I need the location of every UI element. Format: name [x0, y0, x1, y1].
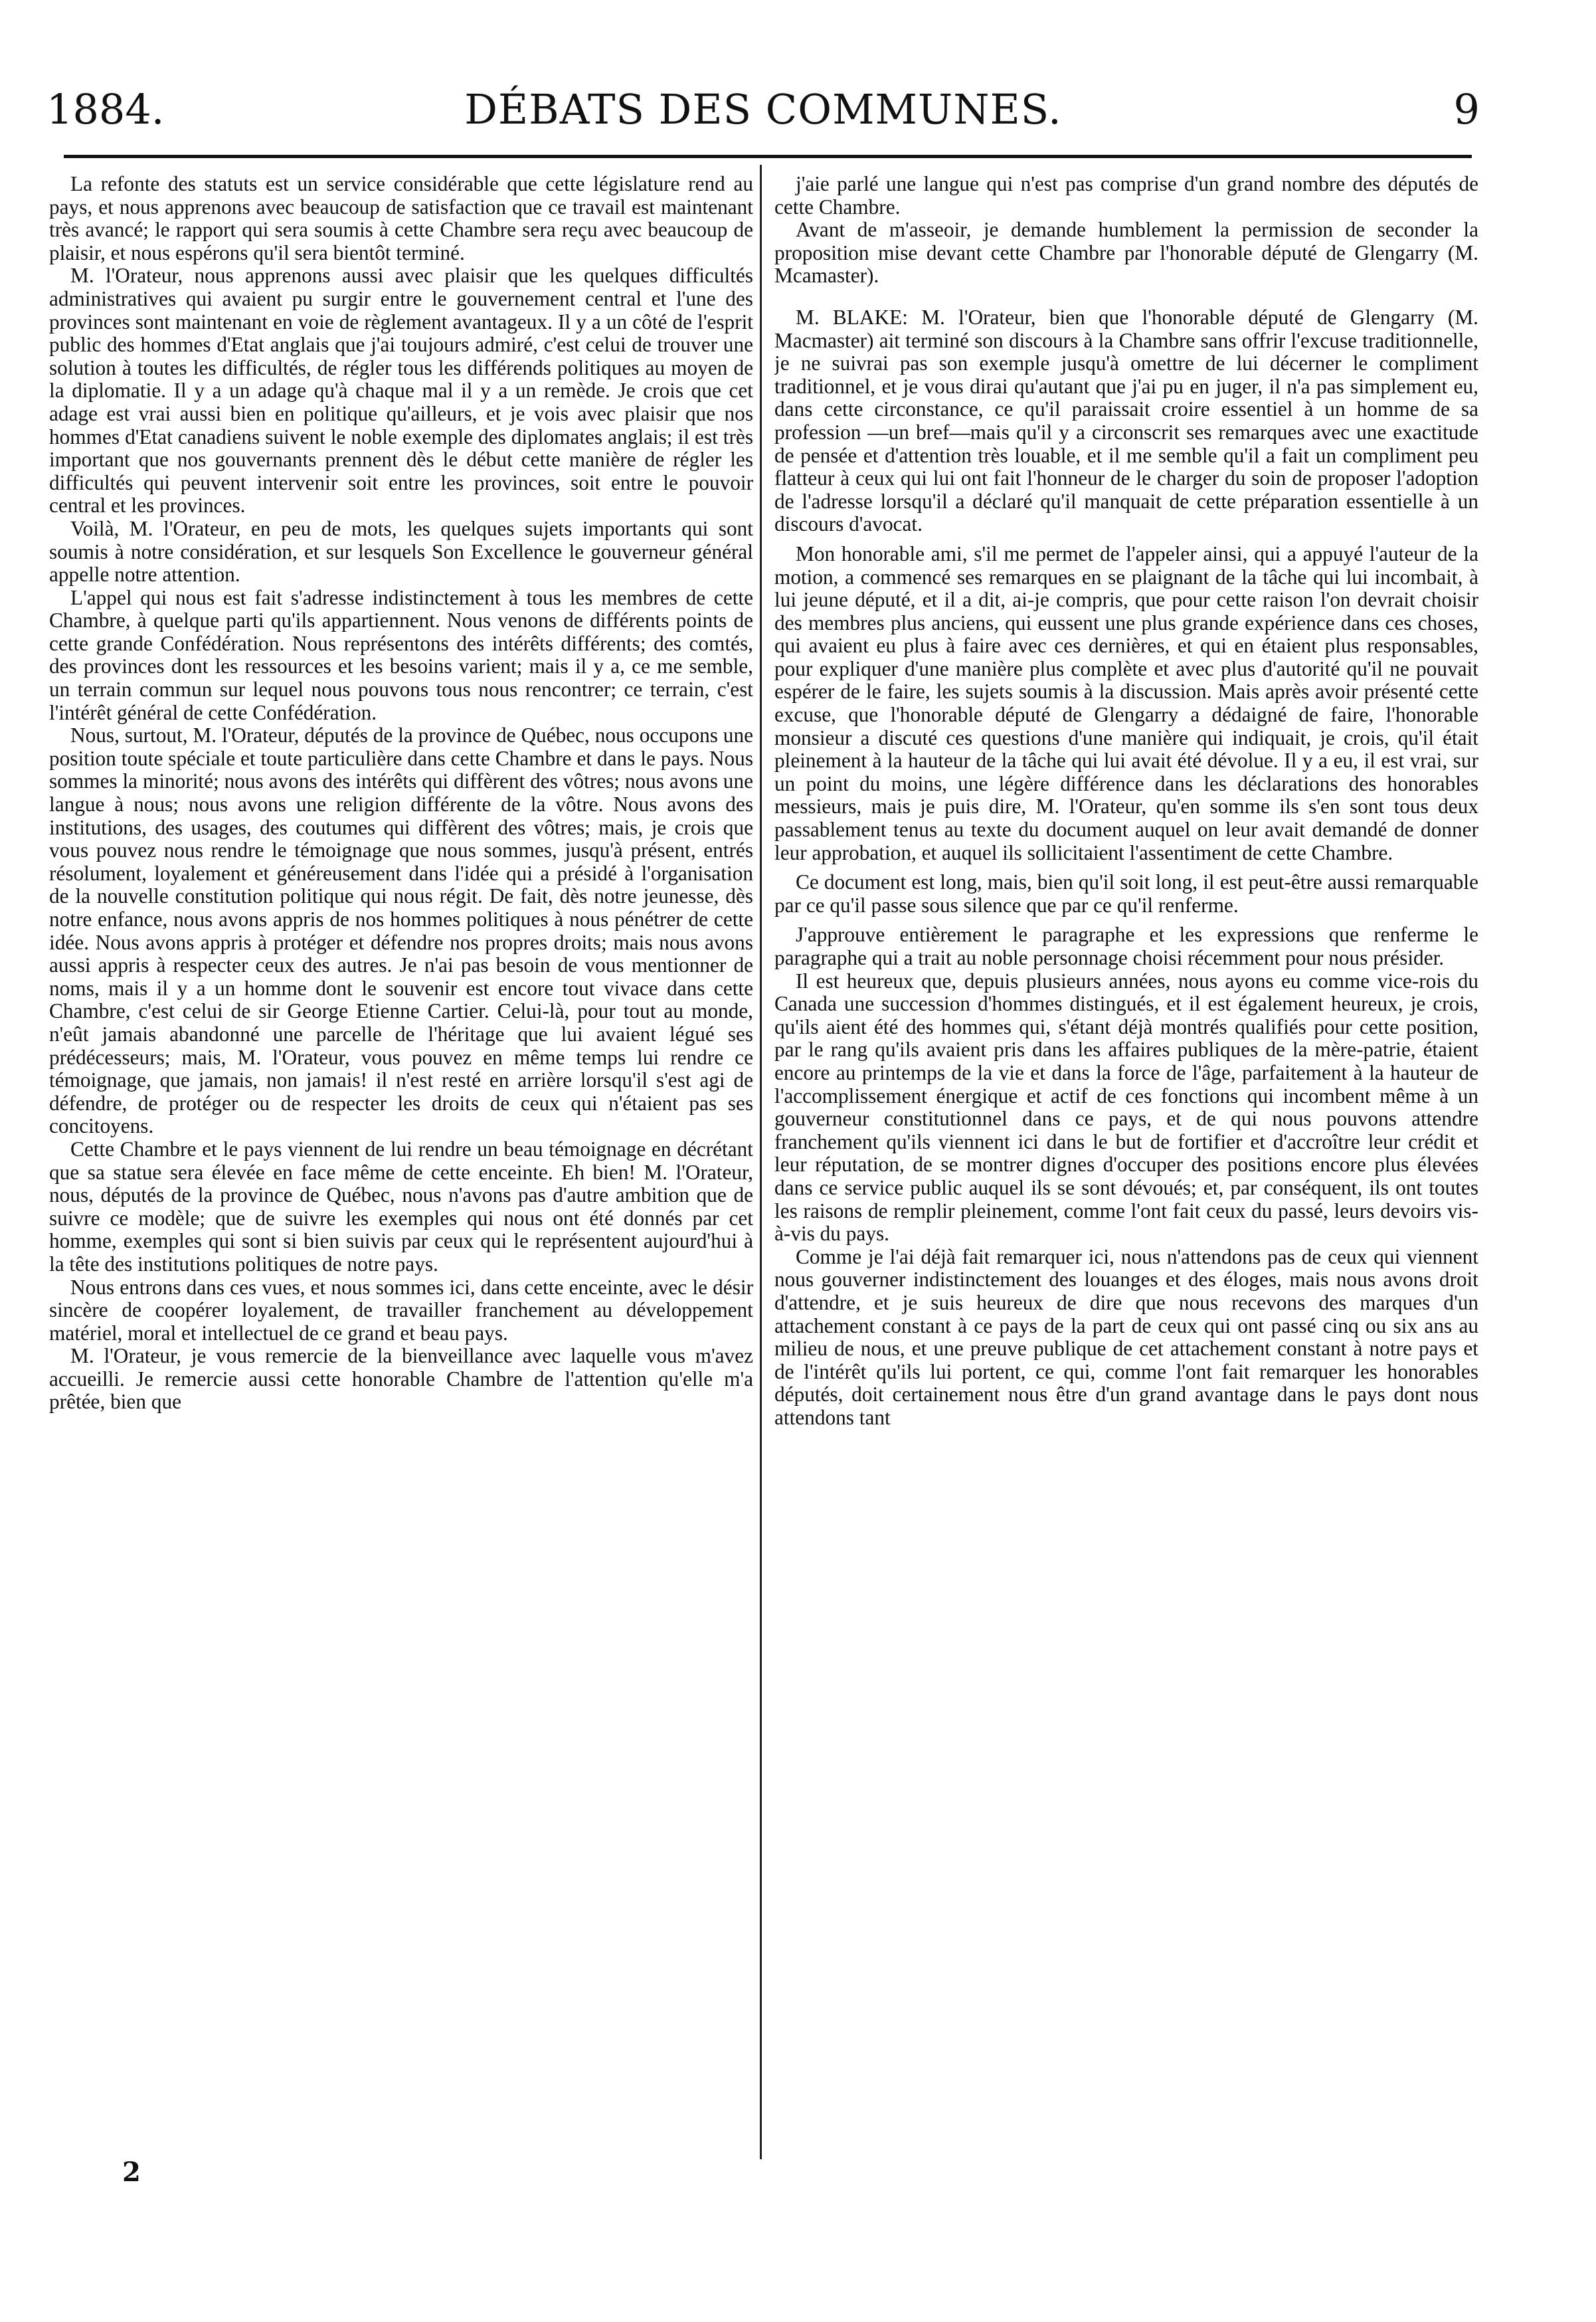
column-divider: [760, 165, 762, 2159]
paragraph: Comme je l'ai déjà fait remarquer ici, nous n'attendons pas de ceux qui viennent nous gouverner indistinctement des louanges et des éloges, mais nous avons droit d'attendre, et je suis heureux de dire que nous recevons des marques d'un attachement constant à ce pays de la part de ceux qui ont passé cinq ou six ans au milieu de nous, et une preuve publique de cet attachement constant à notre pays et de l'intérêt qu'ils lui portent, ce qui, comme l'ont fait remarquer les honorables députés, doit certainement nous être d'un grand avantage dans le pays dont nous attendons tant: [774, 1244, 1478, 1429]
paragraph: Voilà, M. l'Orateur, en peu de mots, les quelques sujets importants qui sont soumis à notre considération, et sur lesquels Son Excellence le gouverneur général appelle notre attention.: [49, 516, 753, 587]
header-page-number: 9: [1453, 85, 1480, 134]
paragraph: M. l'Orateur, je vous remercie de la bienveillance avec laquelle vous m'avez accueilli. Je remercie aussi cette honorable Chambre de l'attention qu'elle m'a prêtée, bien que: [49, 1344, 753, 1414]
paragraph: Nous entrons dans ces vues, et nous sommes ici, dans cette enceinte, avec le désir sincère de coopérer loyalement, de travailler franchement au développement matériel, moral et intellectuel de ce grand et beau pays.: [49, 1275, 753, 1345]
paragraph: Cette Chambre et le pays viennent de lui rendre un beau témoignage en décrétant que sa statue sera élevée en face même de cette enceinte. Eh bien! M. l'Orateur, nous, députés de la province de Québec, nous n'avons pas d'autre ambition que de suivre ce modèle; que de suivre les exemples qui nous ont été donnés par cet homme, exemples qui sont si bien suivis par ceux qui le représentent aujourd'hui à la tête des institutions politiques de notre pays.: [49, 1137, 753, 1276]
paragraph: Il est heureux que, depuis plusieurs années, nous ayons eu comme vice-rois du Canada une succession d'hommes distingués, et il est également heureux, je crois, qu'ils aient été des hommes qui, s'étant déjà montrés qualifiés pour cette position, par le rang qu'ils avaient pris dans les affaires publiques de la mère-patrie, étaient encore au printemps de la vie et dans la force de l'âge, parfaitement à la hauteur de l'accomplissement énergique et actif de ces fonctions qui incombent même à un gouverneur constitutionnel dans ce pays, et de qui nous pouvons attendre franchement qu'ils viennent ici dans le but de fortifier et d'accroître leur crédit et leur réputation, de se montrer dignes d'occuper des positions encore plus élevées dans ce service public auquel ils se sont dévoués; et, par conséquent, ils ont toutes les raisons de remplir pleinement, comme l'ont fait ceux du passé, leurs devoirs vis-à-vis du pays.: [774, 969, 1478, 1246]
paragraph: M. l'Orateur, nous apprenons aussi avec plaisir que les quelques difficultés administratives qui avaient pu surgir entre le gouvernement central et l'une des provinces sont maintenant en voie de règlement avantageux. Il y a un côté de l'esprit public des hommes d'Etat anglais que j'ai toujours admiré, c'est celui de trouver une solution à toutes les difficultés, de régler tous les différends politiques au moyen de la diplomatie. Il y a un adage qu'à chaque mal il y a un remède. Je crois que cet adage est vrai aussi bien en politique qu'ailleurs, et je vois avec plaisir que nos hommes d'Etat canadiens suivent le noble exemple des diplomates anglais; il est très important que nos gouvernants prennent dès le début cette manière de régler les difficultés qui peuvent intervenir soit entre les provinces, soit entre le pouvoir central et les provinces.: [49, 264, 753, 518]
paragraph: J'approuve entièrement le paragraphe et les expressions que renferme le paragraphe qui a trait au noble personnage choisi récemment pour nous présider.: [774, 923, 1478, 969]
paragraph: L'appel qui nous est fait s'adresse indistinctement à tous les membres de cette Chambre, à quelque parti qu'ils appartiennent. Nous venons de différents points de cette grande Confédération. Nous représentons des intérêts différents; des comtés, des provinces dont les ressources et les besoins varient; mais il y a, ce me semble, un terrain commun sur lequel nous pouvons tous nous rencontrer; ce terrain, c'est l'intérêt général de cette Confédération.: [49, 585, 753, 724]
header-title: DÉBATS DES COMMUNES.: [464, 85, 1062, 134]
signature-mark: 2: [122, 2157, 141, 2188]
header-rule: [64, 155, 1472, 158]
paragraph: j'aie parlé une langue qui n'est pas comprise d'un grand nombre des députés de cette Chambre.: [774, 173, 1478, 219]
left-column: [49, 173, 753, 2159]
right-column: [774, 173, 1478, 2159]
paragraph: Avant de m'asseoir, je demande humblement la permission de seconder la proposition mise devant cette Chambre par l'honorable député de Glengarry (M. Mcamaster).: [774, 218, 1478, 288]
paragraph: Mon honorable ami, s'il me permet de l'appeler ainsi, qui a appuyé l'auteur de la motion, a commencé ses remarques en se plaignant de la tâche qui lui incombait, à lui jeune député, et il a dit, ai-je compris, que pour cette raison l'on devrait choisir des membres plus anciens, qui eussent une plus grande expérience dans ces choses, qui avaient eu plus à faire avec ces dernières, et qui en étaient plus responsables, pour expliquer d'une manière plus complète et avec plus d'autorité qu'il ne pouvait espérer de le faire, les sujets soumis à la discussion. Mais après avoir présenté cette excuse, que l'honorable député de Glengarry a dédaigné de faire, l'honorable monsieur a discuté ces questions d'une manière qui indiquait, je crois, qu'il était pleinement à la hauteur de la tâche qui lui avait été dévolue. Il y a eu, il est vrai, sur un point du moins, une légère différence dans les déclarations des honorables messieurs, mais je puis dire, M. l'Orateur, qu'en somme ils s'en sont tous deux passablement tenus au texte du document auquel on leur avait demandé de donner leur approbation, et auquel ils sollicitaient l'assentiment de cette Chambre.: [774, 541, 1478, 864]
header-year: 1884.: [46, 85, 165, 134]
page-header: [46, 85, 1480, 138]
paragraph: Ce document est long, mais, bien qu'il soit long, il est peut-être aussi remarquable par ce qu'il passe sous silence que par ce qu'il renferme.: [774, 870, 1478, 917]
speaker-paragraph: M. BLAKE: M. l'Orateur, bien que l'honorable député de Glengarry (M. Macmaster) ait terminé son discours à la Chambre sans offrir l'excuse traditionnelle, je ne suivrai pas son exemple jusqu'à omettre de lui décerner le compliment traditionnel, et je vous dirai qu'autant que j'ai pu en juger, il n'a pas simplement eu, dans cette circonstance, ce qu'il paraissait croire essentiel à un homme de sa profession —un bref—mais qu'il y a circonscrit ses remarques avec une exactitude de pensée et d'attention très louable, et il me semble qu'il a fait un compliment peu flatteur à ceux qui lui ont fait l'honneur de le charger du soin de proposer l'adoption de l'adresse lorsqu'il a déclaré qu'il manquait de cette préparation essentielle à un discours d'avocat.: [774, 305, 1478, 536]
paragraph: Nous, surtout, M. l'Orateur, députés de la province de Québec, nous occupons une position toute spéciale et toute particulière dans cette Chambre et dans le pays. Nous sommes la minorité; nous avons des intérêts qui diffèrent des vôtres; nous avons une langue à nous; nous avons une religion différente de la vôtre. Nous avons des institutions, des usages, des coutumes qui diffèrent des vôtres; mais, je crois que vous pouvez nous rendre le témoignage que nous sommes, jusqu'à présent, entrés résolument, loyalement et généreusement dans l'idée qui a présidé à l'organisation de la nouvelle constitution politique qui nous régit. De fait, dès notre jeunesse, dès notre enfance, nous avons appris de nos hommes politiques à nous pénétrer de cette idée. Nous avons appris à protéger et défendre nos propres droits; mais nous avons aussi appris à respecter ceux des autres. Je n'ai pas besoin de vous mentionner de noms, mais il y a un homme dont le souvenir est encore tout vivace dans cette Chambre, c'est celui de sir George Etienne Cartier. Celui-là, pour tout au monde, n'eût jamais abandonné une parcelle de l'héritage que lui avaient légué ses prédécesseurs; mais, M. l'Orateur, vous pouvez en même temps lui rendre ce témoignage, que jamais, non jamais! il n'est resté en arrière lorsqu'il s'est agi de défendre, de protéger ou de respecter les droits de ceux qui n'étaient pas ses concitoyens.: [49, 724, 753, 1138]
paragraph: La refonte des statuts est un service considérable que cette législature rend au pays, et nous apprenons avec beaucoup de satisfaction que ce travail est maintenant très avancé; le rapport qui sera soumis à cette Chambre sera reçu avec beaucoup de plaisir, et nous espérons qu'il sera bientôt terminé.: [49, 173, 753, 264]
